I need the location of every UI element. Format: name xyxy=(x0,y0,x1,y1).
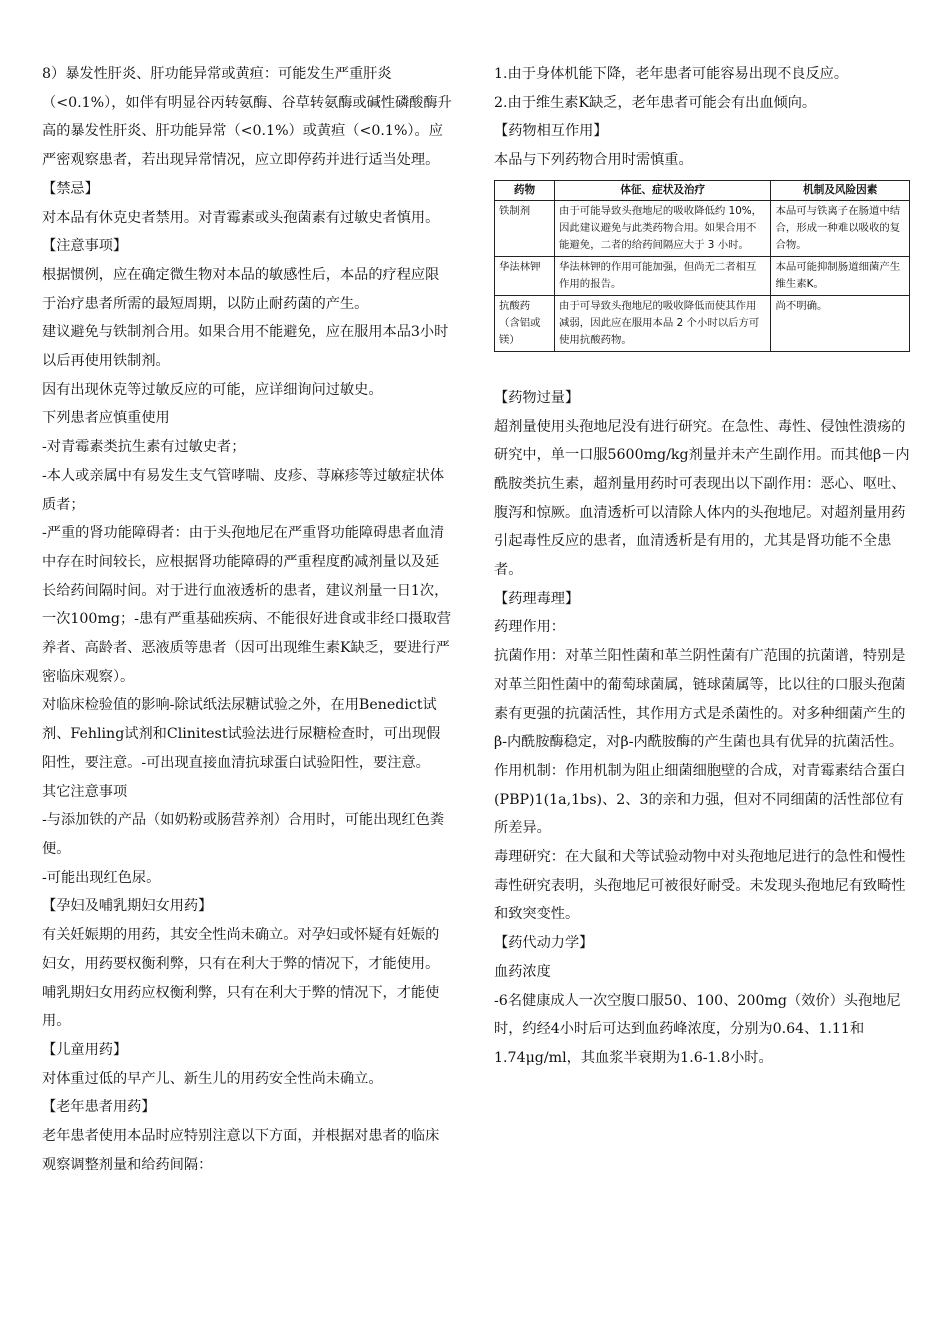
precautions-paragraph: 对临床检验值的影响-除试纸法尿糖试验之外，在用Benedict试剂、Fehling试剂和Clinitest试验法进行尿糖检查时，可出现假阳性，要注意。-可出现直接血清抗球蛋白试验阳性，要注意。 xyxy=(42,697,441,771)
geriatric-text: 老年患者使用本品时应特别注意以下方面，并根据对患者的临床观察调整剂量和给药间隔： xyxy=(42,1128,440,1173)
precautions-paragraph: -与添加铁的产品（如奶粉或肠营养剂）合用时，可能出现红色粪便。 xyxy=(42,812,445,857)
pediatric-heading: 【儿童用药】 xyxy=(42,1041,128,1058)
plasma-concentration-text: -6名健康成人一次空腹口服50、100、200mg（效价）头孢地尼时，约经4小时后可达到血药峰浓度，分别为0.64、1.11和1.74μg/ml，其血浆半衰期为1.6-1.8小时。 xyxy=(494,992,901,1066)
drug-cell: 抗酸药（含铝或镁） xyxy=(495,295,555,351)
mechanism-cell: 本品可能抑制肠道细菌产生维生素K。 xyxy=(771,256,910,295)
header-symptom: 体征、症状及治疗 xyxy=(555,180,771,200)
plasma-concentration-subheading: 血药浓度 xyxy=(494,963,551,980)
geriatric-item: 1.由于身体机能下降，老年患者可能容易出现不良反应。 xyxy=(494,66,849,82)
table-row xyxy=(495,200,910,256)
precautions-heading: 【注意事项】 xyxy=(42,238,128,255)
precautions-paragraph: 下列患者应慎重使用 xyxy=(42,410,170,427)
right-column xyxy=(494,60,912,1073)
adverse-reaction-hepatitis: 8）暴发性肝炎、肝功能异常或黄疸：可能发生严重肝炎（<0.1%），如伴有明显谷丙转氨酶、谷草转氨酶或碱性磷酸酶升高的暴发性肝炎、肝功能异常（<0.1%）或黄疸（<0.1%）。应严密观察患者，若出现异常情况，应立即停药并进行适当处理。 xyxy=(42,66,452,169)
precautions-paragraph: -可能出现红色尿。 xyxy=(42,869,161,886)
pregnancy-paragraph: 有关妊娠期的用药，其安全性尚未确立。对孕妇或怀疑有妊娠的妇女，用药要权衡利弊，只有在利大于弊的情况下，才能使用。 xyxy=(42,927,440,972)
drug-cell: 华法林钾 xyxy=(495,256,555,295)
pharmacokinetics-heading: 【药代动力学】 xyxy=(494,935,594,952)
geriatric-item: 2.由于维生素K缺乏，老年患者可能会有出血倾向。 xyxy=(494,94,817,111)
overdose-text: 超剂量使用头孢地尼没有进行研究。在急性、毒性、侵蚀性溃疡的研究中，单一口服5600mg/kg剂量并未产生副作用。而其他β－内酰胺类抗生素，超剂量用药时可表现出以下副作用：恶心、呕吐、腹泻和惊厥。血清透析可以清除人体内的头孢地尼。对超剂量用药引起毒性反应的患者，血清透析是有用的，尤其是肾功能不全患者。 xyxy=(494,418,910,579)
table-row xyxy=(495,256,910,295)
mechanism-cell: 尚不明确。 xyxy=(771,295,910,351)
pediatric-text: 对体重过低的早产儿、新生儿的用药安全性尚未确立。 xyxy=(42,1070,383,1087)
precautions-paragraph: -本人或亲属中有易发生支气管哮喘、皮疹、荨麻疹等过敏症状体质者； xyxy=(42,467,445,513)
precautions-paragraph: 建议避免与铁制剂合用。如果合用不能避免，应在服用本品3小时以后再使用铁制剂。 xyxy=(42,324,449,370)
precautions-paragraph: 其它注意事项 xyxy=(42,783,128,800)
interaction-table xyxy=(494,180,910,352)
pharmacology-heading: 【药理毒理】 xyxy=(494,590,580,607)
symptom-cell: 由于可能导致头孢地尼的吸收降低约 10%，因此建议避免与此类药物合用。如果合用不能避免，二者的给药间隔应大于 3 小时。 xyxy=(555,200,771,256)
overdose-heading: 【药物过量】 xyxy=(494,389,580,406)
spacer xyxy=(494,352,912,384)
antibacterial-action-text: 抗菌作用：对革兰阳性菌和革兰阴性菌有广范围的抗菌谱，特别是对革兰阳性菌中的葡萄球菌属，链球菌属等，比以往的口服头孢菌素有更强的抗菌活性，其作用方式是杀菌性的。对多种细菌产生的β-内酰胺酶稳定，对β-内酰胺酶的产生菌也具有优异的抗菌活性。 xyxy=(494,648,906,751)
header-mechanism: 机制及风险因素 xyxy=(771,180,910,200)
interactions-intro: 本品与下列药物合用时需慎重。 xyxy=(494,152,693,169)
pharmacology-subheading: 药理作用： xyxy=(494,619,565,636)
mechanism-text: 作用机制：作用机制为阻止细菌细胞壁的合成，对青霉素结合蛋白(PBP)1(1a,1bs)、2、3的亲和力强，但对不同细菌的活性部位有所差异。 xyxy=(494,762,906,837)
symptom-cell: 由于可导致头孢地尼的吸收降低而使其作用减弱，因此应在服用本品 2 个小时以后方可使用抗酸药物。 xyxy=(555,295,771,351)
table-row xyxy=(495,295,910,351)
header-drug: 药物 xyxy=(495,180,555,200)
precautions-paragraph: -对青霉素类抗生素有过敏史者； xyxy=(42,439,246,456)
geriatric-heading: 【老年患者用药】 xyxy=(42,1099,156,1116)
symptom-cell: 华法林钾的作用可能加强，但尚无二者相互作用的报告。 xyxy=(555,256,771,295)
toxicology-text: 毒理研究：在大鼠和犬等试验动物中对头孢地尼进行的急性和慢性毒性研究表明，头孢地尼可被很好耐受。未发现头孢地尼有致畸性和致突变性。 xyxy=(494,849,906,923)
mechanism-cell: 本品可与铁离子在肠道中结合，形成一种难以吸收的复合物。 xyxy=(771,200,910,256)
drug-cell: 铁制剂 xyxy=(495,200,555,256)
contraindications-heading: 【禁忌】 xyxy=(42,180,99,197)
precautions-paragraph: 因有出现休克等过敏反应的可能，应详细询问过敏史。 xyxy=(42,381,383,398)
left-column xyxy=(42,60,452,1179)
pregnancy-paragraph: 哺乳期妇女用药应权衡利弊，只有在利大于弊的情况下，才能使用。 xyxy=(42,984,440,1030)
interactions-heading: 【药物相互作用】 xyxy=(494,123,608,140)
contraindications-text: 对本品有休克史者禁用。对青霉素或头孢菌素有过敏史者慎用。 xyxy=(42,209,440,226)
table-header-row xyxy=(495,180,910,200)
precautions-paragraph: 根据惯例，应在确定微生物对本品的敏感性后，本品的疗程应限于治疗患者所需的最短周期，以防止耐药菌的产生。 xyxy=(42,266,440,312)
precautions-paragraph: -严重的肾功能障碍者：由于头孢地尼在严重肾功能障碍患者血清中存在时间较长，应根据肾功能障碍的严重程度酌减剂量以及延长给药间隔时间。对于进行血液透析的患者，建议剂量一日1次，一次100mg；-患有严重基础疾病、不能很好进食或非经口摄取营养者、高龄者、恶液质等患者（因可出现维生素K缺乏，要进行严密临床观察）。 xyxy=(42,525,452,685)
pregnancy-heading: 【孕妇及哺乳期妇女用药】 xyxy=(42,898,213,915)
